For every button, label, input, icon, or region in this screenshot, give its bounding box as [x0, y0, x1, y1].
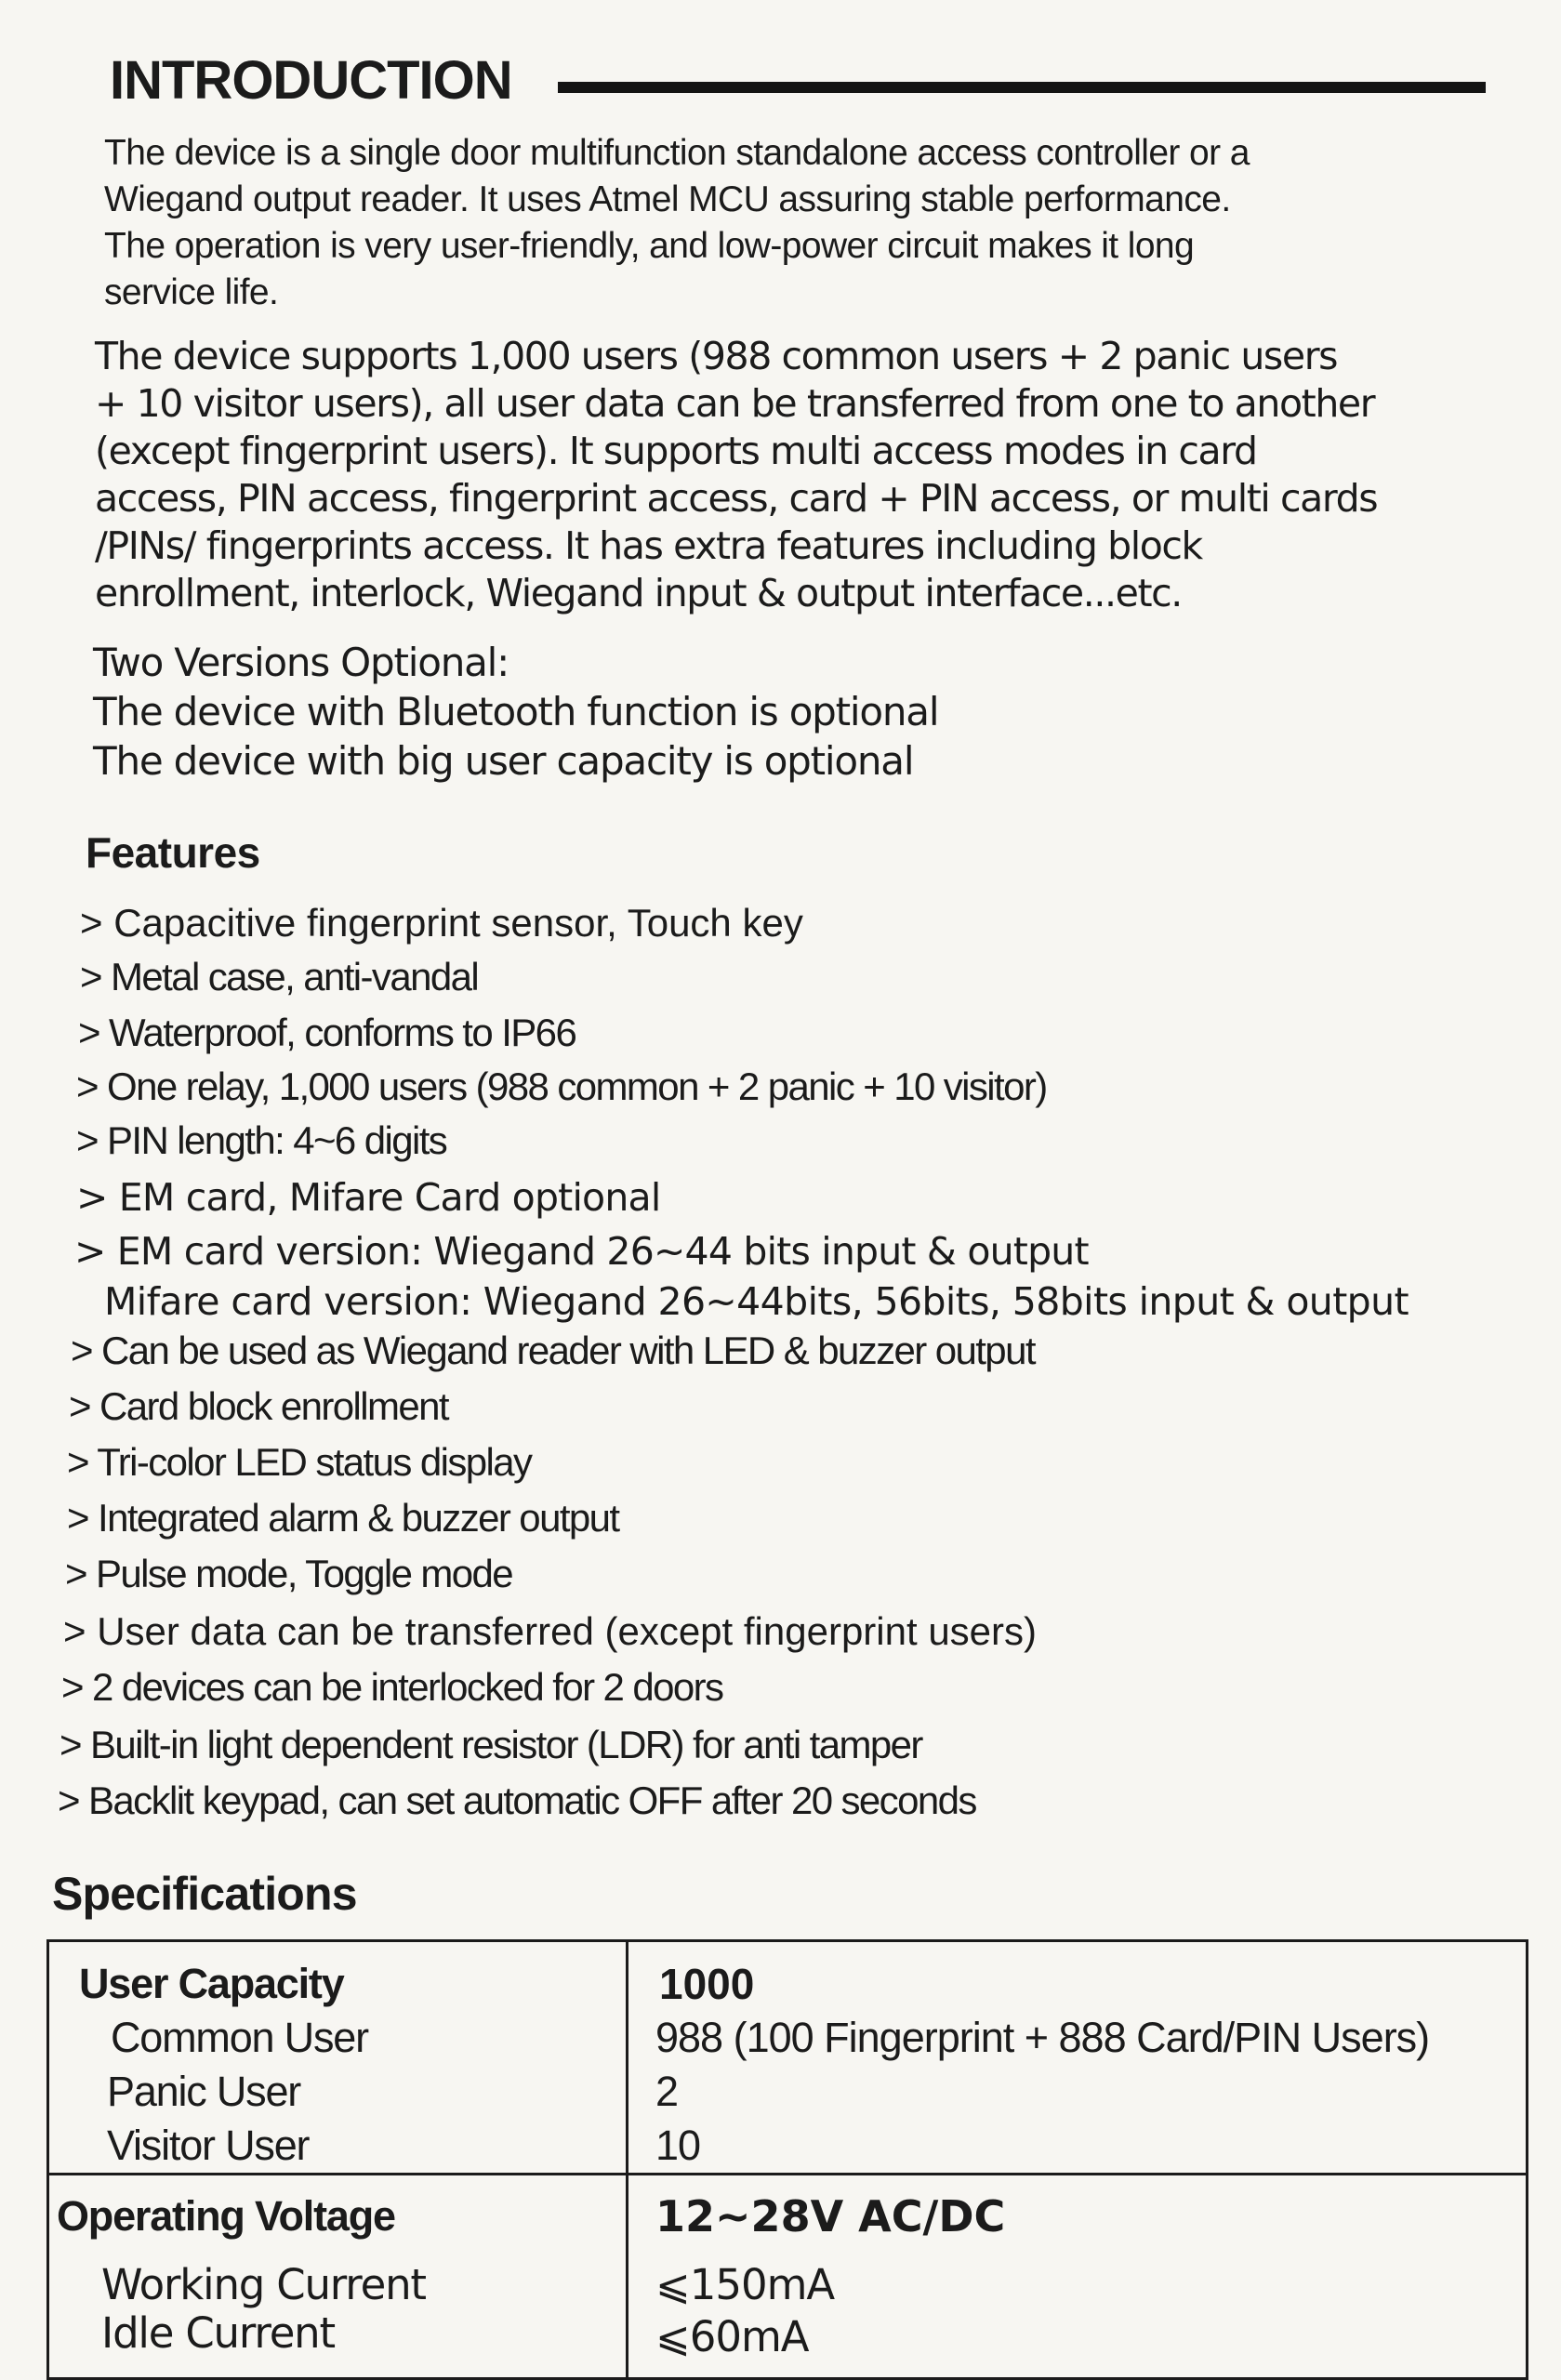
spec-value-common-user: 988 (100 Fingerprint + 888 Card/PIN Users) — [655, 2014, 1430, 2061]
feature-item: > Capacitive fingerprint sensor, Touch key — [80, 901, 803, 945]
text-line: (except fingerprint users). It supports multi access modes in card — [95, 429, 1257, 473]
spec-label-visitor-user: Visitor User — [107, 2122, 310, 2169]
feature-item: > Can be used as Wiegand reader with LED & buzzer output — [71, 1329, 1035, 1372]
text-line: + 10 visitor users), all user data can be transferred from one to another — [95, 381, 1375, 426]
spec-value-idle-current: ⩽60mA — [655, 2312, 809, 2361]
spec-label-common-user: Common User — [111, 2014, 368, 2061]
text-line: /PINs/ fingerprints access. It has extra features including block — [95, 523, 1202, 568]
spec-value-panic-user: 2 — [655, 2068, 679, 2115]
feature-item: > 2 devices can be interlocked for 2 doors — [61, 1665, 723, 1709]
spec-label-working-current: Working Current — [101, 2260, 426, 2309]
feature-item: > EM card, Mifare Card optional — [76, 1175, 661, 1220]
feature-item: > Tri-color LED status display — [67, 1440, 532, 1484]
specifications-title: Specifications — [52, 1868, 357, 1920]
feature-item: > Card block enrollment — [69, 1384, 448, 1428]
spec-value-operating-voltage: 12~28V AC/DC — [655, 2191, 1006, 2241]
text-line: Wiegand output reader. It uses Atmel MCU assuring stable performance. — [104, 179, 1231, 219]
text-line: The device is a single door multifunction standalone access controller or a — [104, 133, 1250, 173]
feature-item: > Integrated alarm & buzzer output — [67, 1496, 619, 1540]
feature-item: > Metal case, anti-vandal — [80, 955, 479, 998]
feature-item: > PIN length: 4~6 digits — [76, 1118, 447, 1162]
introduction-heading: INTRODUCTION — [110, 50, 512, 111]
feature-item: > EM card version: Wiegand 26~44 bits input & output — [74, 1229, 1089, 1274]
feature-item: > Waterproof, conforms to IP66 — [78, 1011, 576, 1054]
heading-rule — [558, 82, 1486, 93]
intro-paragraph-3 — [93, 638, 938, 786]
specifications-table — [46, 1939, 1528, 2380]
intro-paragraph-2 — [95, 333, 1377, 617]
text-line: service life. — [104, 272, 279, 312]
text-line: The operation is very user-friendly, and low-power circuit makes it long — [104, 226, 1195, 266]
table-column-divider — [626, 1942, 628, 2377]
spec-value-visitor-user: 10 — [655, 2122, 701, 2169]
feature-item: > User data can be transferred (except fingerprint users) — [63, 1609, 1038, 1653]
spec-label-operating-voltage: Operating Voltage — [57, 2192, 395, 2240]
feature-item: > Built-in light dependent resistor (LDR) for anti tamper — [60, 1723, 922, 1766]
spec-label-idle-current: Idle Current — [101, 2308, 335, 2358]
table-row-divider — [49, 2173, 1526, 2175]
feature-item: > Pulse mode, Toggle mode — [65, 1552, 513, 1595]
text-line: The device with big user capacity is optional — [93, 738, 914, 784]
text-line: enrollment, interlock, Wiegand input & output interface...etc. — [95, 571, 1182, 615]
spec-label-panic-user: Panic User — [107, 2068, 301, 2115]
spec-label-user-capacity: User Capacity — [79, 1960, 344, 2007]
intro-paragraph-1 — [104, 130, 1250, 316]
feature-item: > Backlit keypad, can set automatic OFF after 20 seconds — [58, 1778, 976, 1822]
text-line: access, PIN access, fingerprint access, card + PIN access, or multi cards — [95, 476, 1378, 521]
features-title: Features — [86, 828, 260, 877]
spec-value-user-capacity: 1000 — [659, 1960, 755, 2008]
text-line: The device supports 1,000 users (988 common users + 2 panic users — [95, 334, 1338, 378]
text-line: Two Versions Optional: — [93, 640, 509, 685]
text-line: The device with Bluetooth function is optional — [93, 689, 939, 734]
feature-item: > One relay, 1,000 users (988 common + 2 panic + 10 visitor) — [76, 1064, 1047, 1108]
feature-item: Mifare card version: Wiegand 26~44bits, 56bits, 58bits input & output — [104, 1279, 1409, 1324]
spec-value-working-current: ⩽150mA — [655, 2260, 835, 2309]
